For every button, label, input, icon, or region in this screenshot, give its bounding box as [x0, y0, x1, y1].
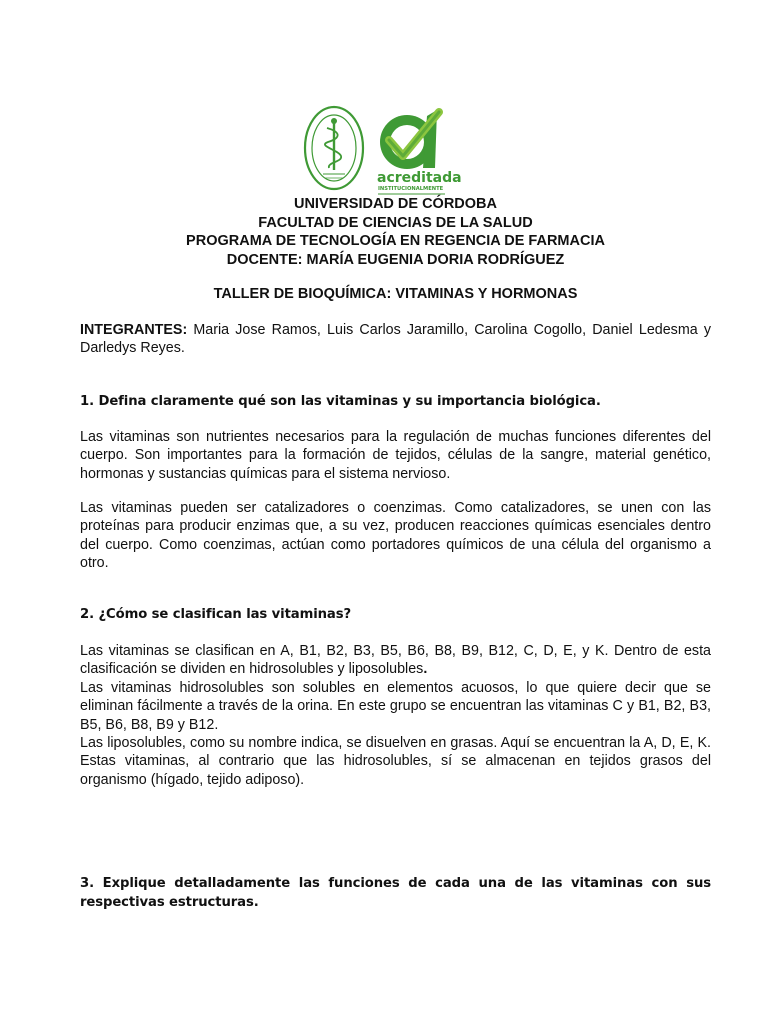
answer-2-text-2: Las vitaminas hidrosolubles son solubles en elementos acuosos, lo que quiere decir que se eliminan fácilmente a través de la orina. En este grupo se encuentran las vitaminas C y B1, B2, B3, B5, B6, B8, B9 y B12.: [80, 679, 711, 733]
answer-2-text-1a: Las vitaminas se clasifican en A, B1, B2, B3, B5, B6, B8, B9, B12, C, D, E, y K. Dentro de esta clasificación se dividen en hidrosolubles y liposolubles: [80, 643, 711, 678]
question-1-title: 1. Defina claramente qué son las vitaminas y su importancia biológica.: [80, 394, 601, 409]
institution-header: [80, 195, 711, 269]
teacher-name: DOCENTE: MARÍA EUGENIA DORIA RODRÍGUEZ: [226, 251, 565, 268]
question-1: [80, 393, 711, 411]
acreditada-logo: [375, 106, 462, 200]
answer-1-text-1: Las vitaminas son nutrientes necesarios para la regulación de muchas funciones diferentes del cuerpo. Son importantes para la formación de tejidos, células de la sangre, material genético, hormonas y sustancias químicas para el sistema nervioso.: [80, 429, 711, 482]
workshop-title: TALLER DE BIOQUÍMICA: VITAMINAS Y HORMONAS: [213, 286, 578, 302]
answer-1-paragraph-1: [80, 428, 711, 483]
answer-2-text-1: [80, 642, 711, 679]
answer-2-text-3: Las liposolubles, como su nombre indica, se disuelven en grasas. Aquí se encuentran la A, D, E, K. Estas vitaminas, al contrario que las hidrosolubles, sí se almacenan en tejidos grasos del organismo (hígado, tejido adiposo).: [80, 735, 711, 788]
question-2-title: 2. ¿Cómo se clasifican las vitaminas?: [80, 607, 352, 622]
program-name: PROGRAMA DE TECNOLOGÍA EN REGENCIA DE FARMACIA: [186, 233, 605, 249]
members-block: [80, 321, 711, 358]
answer-2-block: [80, 642, 711, 789]
answer-1-paragraph-2: [80, 499, 711, 573]
acreditada-text: acreditada: [377, 170, 462, 186]
acreditada-subtext: INSTITUCIONALMENTE: [378, 186, 444, 192]
faculty-name: FACULTAD DE CIENCIAS DE LA SALUD: [258, 214, 533, 231]
members-paragraph: [80, 321, 711, 358]
question-3-title: 3. Explique detalladamente las funciones de cada una de las vitaminas con sus respectivas estructuras.: [80, 876, 711, 910]
university-name: UNIVERSIDAD DE CÓRDOBA: [293, 196, 497, 212]
header-logos: [0, 104, 768, 200]
answer-1-text-2: Las vitaminas pueden ser catalizadores o coenzimas. Como catalizadores, se unen con las proteínas para producir enzimas que, a su vez, producen reacciones químicas esenciales dentro del cuerpo. Como coenzimas, actúan como portadores químicos de una célula del organismo a otro.: [80, 500, 711, 572]
answer-2-text-1b: .: [423, 661, 428, 678]
members-label: INTEGRANTES:: [80, 322, 188, 338]
question-2: [80, 606, 711, 624]
question-3: [80, 874, 711, 912]
university-seal-logo: [303, 104, 365, 192]
members-names: Maria Jose Ramos, Luis Carlos Jaramillo, Carolina Cogollo, Daniel Ledesma y Darledys Reyes.: [80, 322, 711, 357]
